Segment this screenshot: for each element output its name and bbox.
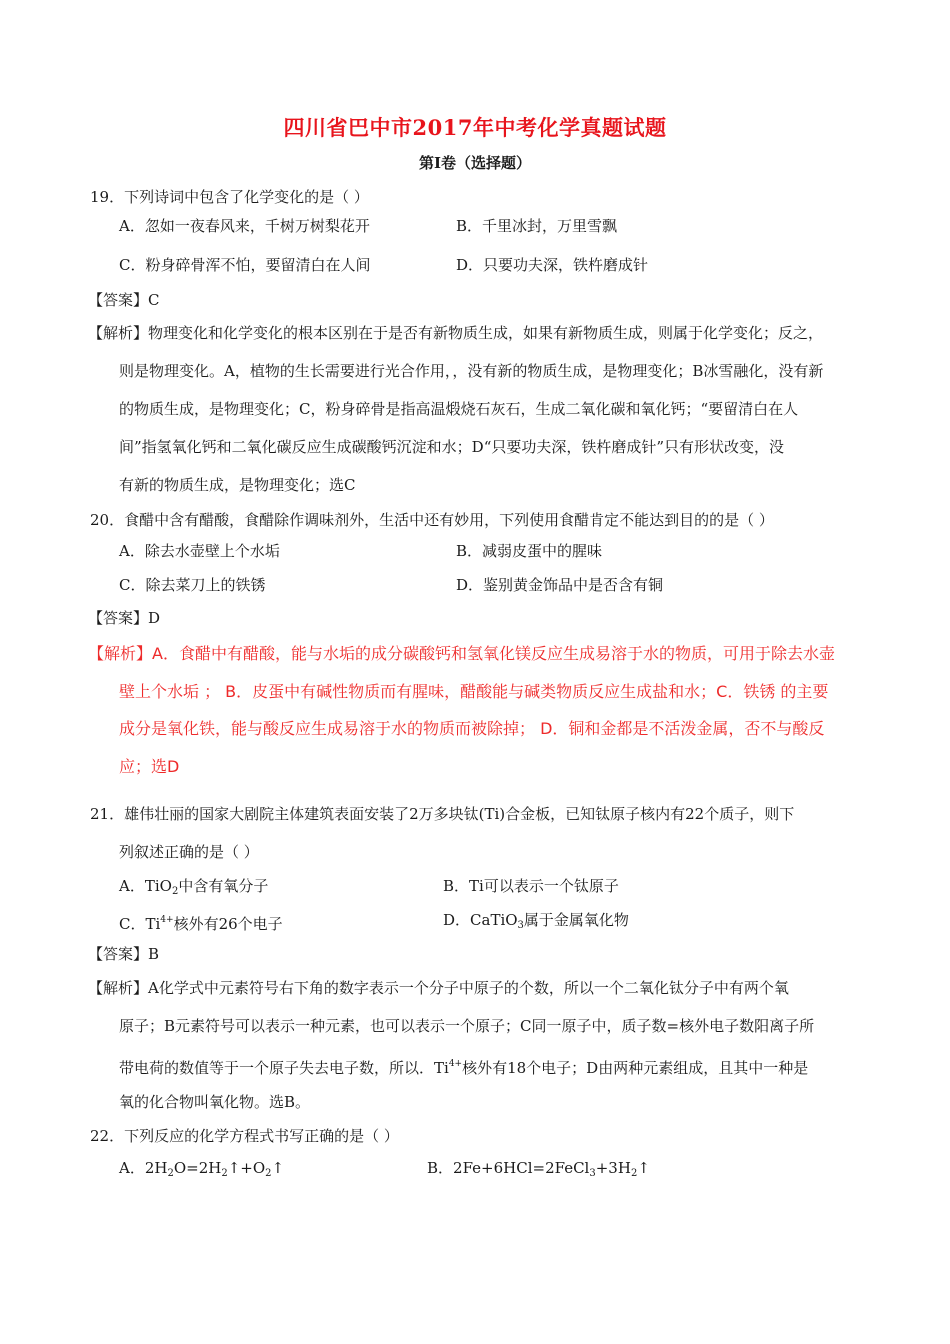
q20-answer: 【答案】D (88, 609, 161, 627)
q19-explanation-line-2: 则是物理变化。A，植物的生长需要进行光合作用，，没有新的物质生成，是物理变化；B冰雪融化，没有新 (119, 362, 824, 380)
q20-option-d: D．鉴别黄金饰品中是否含有铜 (456, 576, 664, 594)
q21-option-c: C．$Ti^{4+}$核外有26个电子 (119, 915, 283, 933)
q19-explanation-line-1: 【解析】物理变化和化学变化的根本区别在于是否有新物质生成，如果有新物质生成，则属于化学变化；反之， (88, 324, 824, 342)
q21-answer: 【答案】B (88, 945, 160, 963)
q19-answer: 【答案】C (88, 291, 160, 309)
q20-explanation-line-3: 成分是氧化铁，能与酸反应生成易溶于水的物质而被除掉； D．铜和金都是不活泼金属，否不与酸反 (119, 719, 825, 738)
question-21-stem-line-2: 列叙述正确的是（ ） (119, 843, 259, 861)
q19-option-d: D．只要功夫深，铁杵磨成针 (456, 256, 649, 274)
question-21-stem-line-1: 21．雄伟壮丽的国家大剧院主体建筑表面安装了2万多块钛(Ti)合金板，已知钛原子核内有22个质子，则下 (90, 805, 795, 823)
q19-option-a: A．忽如一夜春风来，千树万树梨花开 (119, 217, 370, 235)
document-title: 四川省巴中市2017年中考化学真题试题 (283, 115, 667, 140)
q19-option-c: C．粉身碎骨浑不怕，要留清白在人间 (119, 256, 371, 274)
q22-option-a: A．$2H_2O=2H_2↑+O_2↑$ (119, 1159, 285, 1179)
q19-explanation-line-4: 间”指氢氧化钙和二氧化碳反应生成碳酸钙沉淀和水；D“只要功夫深，铁杵磨成针”只有形状改变，没 (119, 438, 785, 456)
q19-explanation-line-5: 有新的物质生成，是物理变化；选C (119, 476, 356, 494)
question-19-stem: 19．下列诗词中包含了化学变化的是（ ） (90, 188, 369, 206)
q20-explanation-line-1: 【解析】A．食醋中有醋酸，能与水垢的成分碳酸钙和氢氧化镁反应生成易溶于水的物质，可用于除去水壶 (88, 644, 835, 663)
question-20-stem: 20．食醋中含有醋酸，食醋除作调味剂外，生活中还有妙用，下列使用食醋肯定不能达到目的的是（ ） (90, 511, 774, 529)
section-subtitle: 第Ⅰ卷（选择题） (418, 154, 532, 172)
q22-option-b: B．$2Fe+6HCl=2FeCl_3+3H_2↑$ (427, 1159, 650, 1179)
q21-option-b: B．Ti可以表示一个钛原子 (443, 877, 619, 895)
q20-explanation-line-2: 壁上个水垢 ； B．皮蛋中有碱性物质而有腥味，醋酸能与碱类物质反应生成盐和水；C．铁锈 的主要 (119, 682, 829, 701)
q19-option-b: B．千里冰封，万里雪飘 (456, 217, 618, 235)
q21-explanation-line-1: 【解析】A化学式中元素符号右下角的数字表示一个分子中原子的个数，所以一个二氧化钛分子中有两个氧 (88, 979, 789, 997)
q20-option-a: A．除去水壶壁上个水垢 (119, 542, 280, 560)
q21-option-d: D．CaTiO$_3$属于金属氧化物 (443, 911, 629, 931)
q20-option-b: B．减弱皮蛋中的腥味 (456, 542, 603, 560)
q21-explanation-line-3: 带电荷的数值等于一个原子失去电子数，所以．$Ti^{4+}$核外有18个电子；D由两种元素组成，且其中一种是 (119, 1059, 809, 1077)
q21-explanation-line-4: 氧的化合物叫氧化物。选B。 (119, 1093, 311, 1111)
q20-option-c: C．除去菜刀上的铁锈 (119, 576, 266, 594)
q19-explanation-line-3: 的物质生成，是物理变化；C，粉身碎骨是指高温煅烧石灰石，生成二氧化碳和氧化钙；“要留清白在人 (119, 400, 799, 418)
question-22-stem: 22．下列反应的化学方程式书写正确的是（ ） (90, 1127, 399, 1145)
q21-explanation-line-2: 原子；B元素符号可以表示一种元素，也可以表示一个原子；C同一原子中，质子数=核外电子数阳离子所 (119, 1017, 815, 1035)
q21-option-a: A．TiO$_2$中含有氧分子 (119, 877, 269, 897)
q20-explanation-line-4: 应；选D (119, 757, 180, 776)
